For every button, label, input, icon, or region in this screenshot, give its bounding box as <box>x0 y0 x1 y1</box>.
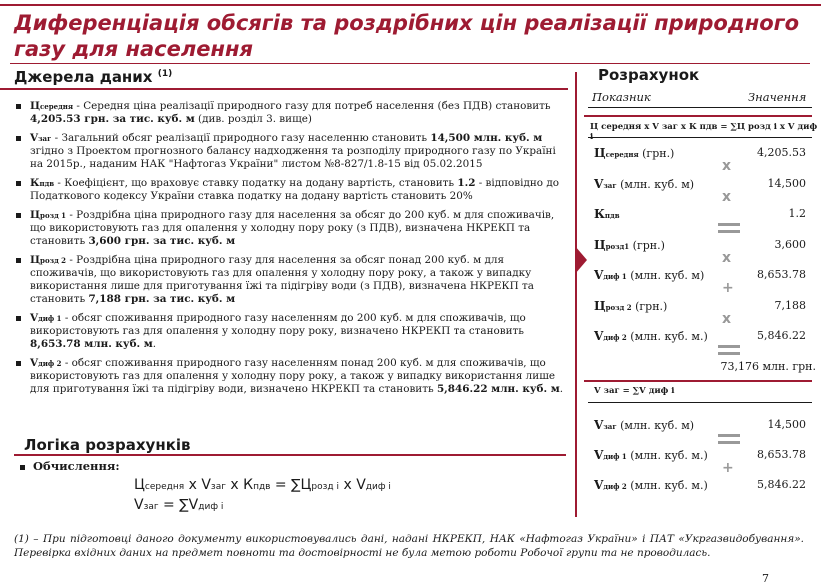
calc-row-label <box>594 478 708 492</box>
bullet-icon <box>16 136 21 141</box>
row-symbol-sub: пдв <box>604 211 620 220</box>
sources-footnote-mark: (1) <box>157 69 173 79</box>
calc-row-value: 5,846.22 <box>757 329 806 342</box>
panel-arrow-icon <box>575 246 587 274</box>
row-symbol: Ц <box>594 298 606 313</box>
row-symbol-sub: заг <box>603 422 617 431</box>
source-item <box>14 209 570 248</box>
row-symbol-sub: диф 1 <box>603 272 627 281</box>
formula-a-top-rule <box>584 115 812 117</box>
item-symbol: К <box>30 177 40 189</box>
calc-row-label <box>594 329 708 343</box>
equals-icon <box>718 434 740 444</box>
formula-b: V заг = ∑V диф і <box>594 386 675 396</box>
bullet-icon <box>20 465 25 470</box>
calc-row-label <box>594 299 667 313</box>
equals-icon <box>718 345 740 355</box>
header-rule <box>588 107 812 108</box>
calc-row-label <box>594 268 704 282</box>
sources-heading: Джерела даних $^{(1)}$ <box>14 68 173 86</box>
row-symbol: V <box>594 329 604 343</box>
row-symbol-sub: розд 2 <box>605 302 632 312</box>
row-unit: (млн. куб. м.) <box>626 330 708 343</box>
row-symbol: V <box>594 268 604 282</box>
item-tail: - відповідно до Податкового кодексу України ставка податку на додану вартість становить 20% <box>30 177 559 202</box>
item-symbol: Ц <box>30 254 41 266</box>
calc-row-label <box>594 238 665 252</box>
multiply-icon: x <box>722 188 732 205</box>
source-item <box>14 177 570 203</box>
item-value: 4,205.53 грн. за тис. куб. м <box>30 113 195 125</box>
formula-line-1: Цсередня x Vзаг x Кпдв = ∑Црозд і x Vдиф і <box>134 477 391 493</box>
source-item <box>14 100 570 126</box>
calc-row-label <box>594 207 620 221</box>
item-symbol: V <box>30 132 39 144</box>
multiply-icon: x <box>722 249 732 266</box>
item-text: - обсяг споживання природного газу населенням понад 200 куб. м для споживачів, що використовують газ для опалення у холодну пору року, а також у випадку використання лише для приготування їжі та підігріву води, визначено НКРЕКП та становить <box>30 357 556 395</box>
multiply-icon: x <box>722 310 732 327</box>
page-title: Диференціація обсягів та роздрібних цін реалізації природного газу для населення <box>14 11 800 61</box>
multiply-icon: x <box>722 158 732 174</box>
row-symbol: V <box>594 448 604 462</box>
item-symbol: V <box>30 312 39 324</box>
item-value: 7,188 грн. за тис. куб. м <box>88 293 236 305</box>
logic-heading: Логіка розрахунків <box>24 436 191 454</box>
row-unit: (млн. куб. м) <box>616 419 695 432</box>
item-symbol: V <box>30 357 39 369</box>
plus-icon: + <box>722 460 734 476</box>
calc-row-value: 1.2 <box>788 207 806 220</box>
logic-divider <box>14 454 566 456</box>
row-symbol-sub: диф 1 <box>603 452 627 461</box>
row-symbol: V <box>594 478 604 492</box>
item-tail: (див. розділ 3. вище) <box>194 113 312 125</box>
item-text: - Середня ціна реалізації природного газу для потреб населення (без ПДВ) становить <box>73 100 551 112</box>
item-symbol: Ц <box>30 100 41 112</box>
calc-row-value: 7,188 <box>774 298 806 312</box>
formula-b-bottom-rule <box>588 402 812 403</box>
source-item <box>14 312 570 351</box>
calc-row-value: 5,846.22 <box>757 478 806 491</box>
row-unit: (млн. куб. м.) <box>626 449 708 462</box>
calc-row-value: 3,600 <box>774 237 806 251</box>
plus-icon: + <box>722 280 734 296</box>
item-value: 14,500 млн. куб. м <box>430 132 543 144</box>
item-text: - Коефіцієнт, що враховує ставку податку на додану вартість, становить <box>54 177 458 189</box>
row-symbol-sub: заг <box>603 180 617 190</box>
footnote: (1) – При підготовці даного документу використовувались дані, надані НКРЕКП, НАК «Нафтогаз України» і ПАТ «Укргазвидобування». Перевірка вхідних даних на предмет повноти та достовірності не була метою роботи Робочої групи та не проводилась. <box>14 533 804 559</box>
row-symbol: V <box>594 418 604 432</box>
item-symbol-sub: розд 2 <box>40 256 67 265</box>
item-text: - Роздрібна ціна природного газу для населення за обсяг до 200 куб. м для споживачів, що використовують газ для опалення у холодну пору року (з ПДВ), визначена НКРЕКП та становить <box>30 209 555 247</box>
item-value: 5,846.22 млн. куб. м <box>436 383 560 395</box>
bullet-icon <box>16 104 21 109</box>
bullet-icon <box>16 361 21 366</box>
item-symbol-sub: розд 1 <box>40 211 67 220</box>
formula-b-top-rule <box>584 380 812 382</box>
row-unit: (грн.) <box>638 147 675 160</box>
item-value: 3,600 грн. за тис. куб. м <box>88 235 236 247</box>
source-item <box>14 357 570 396</box>
item-value: 1.2 <box>457 177 476 189</box>
item-text: - Загальний обсяг реалізації природного газу населенню становить <box>51 132 431 144</box>
sources-list <box>14 100 570 402</box>
equals-icon <box>718 223 740 233</box>
formula-line-2: Vзаг = ∑Vдиф і <box>134 497 224 513</box>
calc-row-value: 8,653.78 <box>757 268 806 281</box>
row-symbol-sub: розд1 <box>605 241 630 251</box>
row-unit: (млн. куб. м) <box>626 269 705 282</box>
calc-row-label <box>594 448 708 462</box>
row-unit: (млн. куб. м.) <box>626 479 708 492</box>
item-tail: . <box>152 338 157 350</box>
source-item <box>14 132 570 171</box>
row-unit: (млн. куб. м) <box>616 177 695 191</box>
bullet-icon <box>16 213 21 218</box>
item-tail: . <box>559 383 564 395</box>
row-unit: (грн.) <box>631 299 668 313</box>
item-symbol-sub: диф 2 <box>38 359 62 368</box>
col-value-header: Значення <box>748 90 807 104</box>
calc-row-value: 14,500 <box>767 418 806 431</box>
calc-label: Обчислення: <box>20 459 120 473</box>
row-symbol-sub: диф 2 <box>603 482 627 491</box>
calc-row-label <box>594 177 694 191</box>
item-tail: згідно з Проектом прогнозного балансу надходження та розподілу природного газу по Україні на 2015р., наданим НАК "Нафтогаз України" листом №8-827/1.8-15 від 05.02.2015 <box>30 145 556 170</box>
calc-row-value: 8,653.78 <box>757 448 806 461</box>
formula-a: Ц середня х V заг х К пдв = ∑Ц розд і х V диф <box>590 122 818 132</box>
sources-divider <box>0 88 568 90</box>
title-divider <box>10 63 810 64</box>
row-symbol-sub: диф 2 <box>603 333 627 342</box>
source-item <box>14 254 570 306</box>
calc-row-value: 14,500 <box>767 176 806 190</box>
calc-panel-title: Розрахунок <box>598 66 700 84</box>
row-symbol: Ц <box>594 237 606 252</box>
page-number: 7 <box>762 572 769 585</box>
col-indicator-header: Показник <box>592 90 651 104</box>
formula-a-bottom-rule <box>588 137 812 138</box>
item-symbol-sub: заг <box>38 134 52 143</box>
row-unit: (грн.) <box>629 238 665 252</box>
total-a-value: 73,176 млн. грн. <box>720 360 816 373</box>
calc-panel-border <box>575 72 577 517</box>
bullet-icon <box>16 316 21 321</box>
top-accent-line <box>0 4 821 6</box>
row-symbol: К <box>594 207 605 221</box>
calc-row-label <box>594 146 674 160</box>
item-symbol-sub: диф 1 <box>38 314 62 323</box>
item-symbol: Ц <box>30 209 41 221</box>
row-symbol: Ц <box>594 146 606 160</box>
bullet-icon <box>16 258 21 263</box>
calc-row-value: 4,205.53 <box>757 146 806 159</box>
item-text: - обсяг споживання природного газу населенням до 200 куб. м для споживачів, що використовують газ для опалення у холодну пору року, визначено НКРЕКП та становить <box>30 312 526 337</box>
item-value: 8,653.78 млн. куб. м <box>30 338 153 350</box>
item-symbol-sub: середня <box>40 102 74 111</box>
item-symbol-sub: пдв <box>39 179 55 188</box>
row-symbol: V <box>594 176 604 191</box>
calc-row-label <box>594 418 694 432</box>
row-symbol-sub: середня <box>605 150 639 159</box>
item-text: - Роздрібна ціна природного газу для населення за обсяг понад 200 куб. м для споживачів, що використовують газ для опалення у холодну пору року, а також у випадку використання лише для приготування їжі та підігріву води (з ПДВ), визначена НКРЕКП та становить <box>30 254 534 305</box>
bullet-icon <box>16 181 21 186</box>
